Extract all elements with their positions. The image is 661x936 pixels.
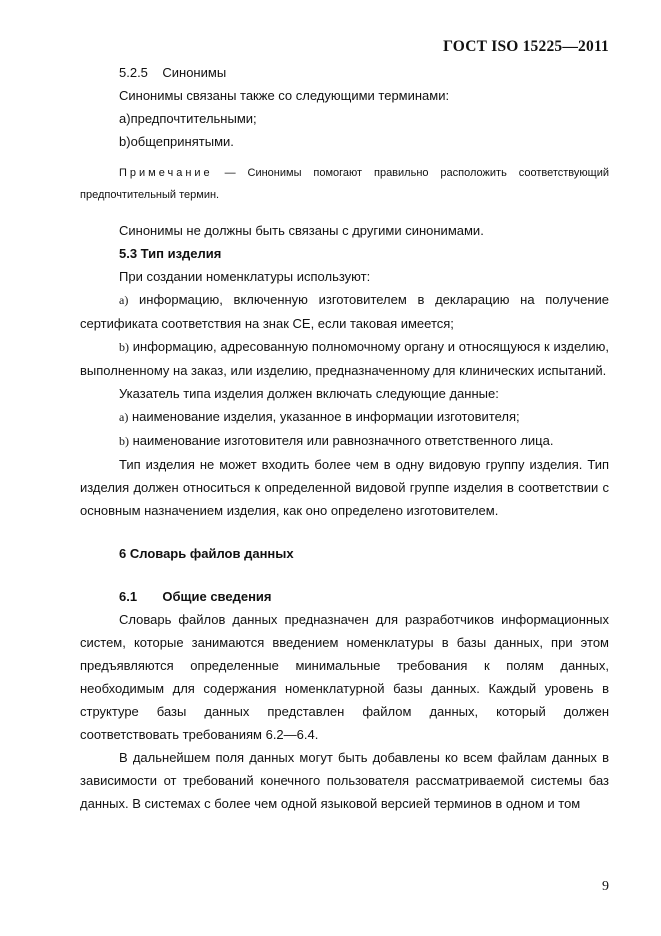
list-text: информацию, адресованную полномочному органу и относящуюся к изделию, выполненному на заказ, или изделию, предназначенному для клинических испытаний.	[80, 339, 609, 378]
list-item-a	[80, 405, 609, 429]
device-type-paragraph: Тип изделия не может входить более чем в одну видовую группу изделия. Тип изделия должен относиться к определенной видовой группе изделия в соответствии с основным назначением изделия, как оно определено изготовителем.	[80, 457, 609, 518]
list-item-a	[80, 107, 609, 130]
subsection-title: Общие сведения	[162, 589, 272, 604]
synonyms-rule: Синонимы не должны быть связаны с другими синонимами.	[119, 223, 484, 238]
list-text: общепринятыми.	[130, 134, 234, 149]
type-pointer-intro: Указатель типа изделия должен включать следующие данные:	[119, 386, 499, 401]
dictionary-paragraph-2: В дальнейшем поля данных могут быть добавлены ко всем файлам данных в зависимости от требований конечного пользователя рассматриваемой системы баз данных. В системах с более чем одной языковой версией терминов в одном и том	[80, 750, 609, 811]
list-item-b	[80, 335, 609, 382]
subsection-title: Синонимы	[162, 65, 227, 80]
nomenclature-intro: При создании номенклатуры используют:	[119, 269, 371, 284]
section-53-heading: 5.3 Тип изделия	[119, 246, 222, 261]
subsection-61-heading	[80, 585, 609, 608]
subsection-number: 5.2.5	[119, 65, 148, 80]
list-label: b)	[119, 340, 129, 354]
note-text: — Синонимы помогают правильно расположить соответствующий предпочтительный термин.	[80, 167, 609, 201]
list-label: a)	[119, 293, 129, 307]
list-item-a	[80, 288, 609, 335]
page-content	[80, 61, 609, 815]
list-label: b)	[119, 134, 131, 149]
note-paragraph	[80, 162, 609, 206]
dictionary-paragraph-1: Словарь файлов данных предназначен для разработчиков информационных систем, которые занимаются введением номенклатуры в базы данных, при этом предъявляются определенные минимальные требования к полям данных, необходимым для содержания номенклатурной базы данных. Каждый уровень в структуре базы данных представлен файлом данных, который должен соответствовать требованиям 6.2—6.4.	[80, 612, 609, 742]
spacer	[80, 565, 609, 585]
list-item-b	[80, 429, 609, 453]
standard-header: ГОСТ ISO 15225—2011	[443, 38, 609, 55]
note-label: Примечание	[119, 167, 213, 179]
section-6-heading: 6 Словарь файлов данных	[119, 546, 294, 561]
list-text: информацию, включенную изготовителем в декларацию на получение сертификата соответствия на знак СЕ, если таковая имеется;	[80, 292, 609, 331]
spacer	[80, 522, 609, 542]
page-number: 9	[602, 879, 609, 894]
list-text: предпочтительными;	[130, 111, 257, 126]
subsection-525-title	[80, 61, 609, 84]
subsection-number: 6.1	[119, 589, 138, 604]
list-label: b)	[119, 434, 129, 448]
list-label: a)	[119, 111, 131, 126]
synonyms-intro: Синонимы связаны также со следующими терминами:	[119, 88, 450, 103]
list-label: a)	[119, 410, 129, 424]
list-text: наименование изготовителя или равнозначного ответственного лица.	[129, 433, 554, 448]
list-item-b	[80, 130, 609, 153]
list-text: наименование изделия, указанное в информации изготовителя;	[128, 409, 520, 424]
